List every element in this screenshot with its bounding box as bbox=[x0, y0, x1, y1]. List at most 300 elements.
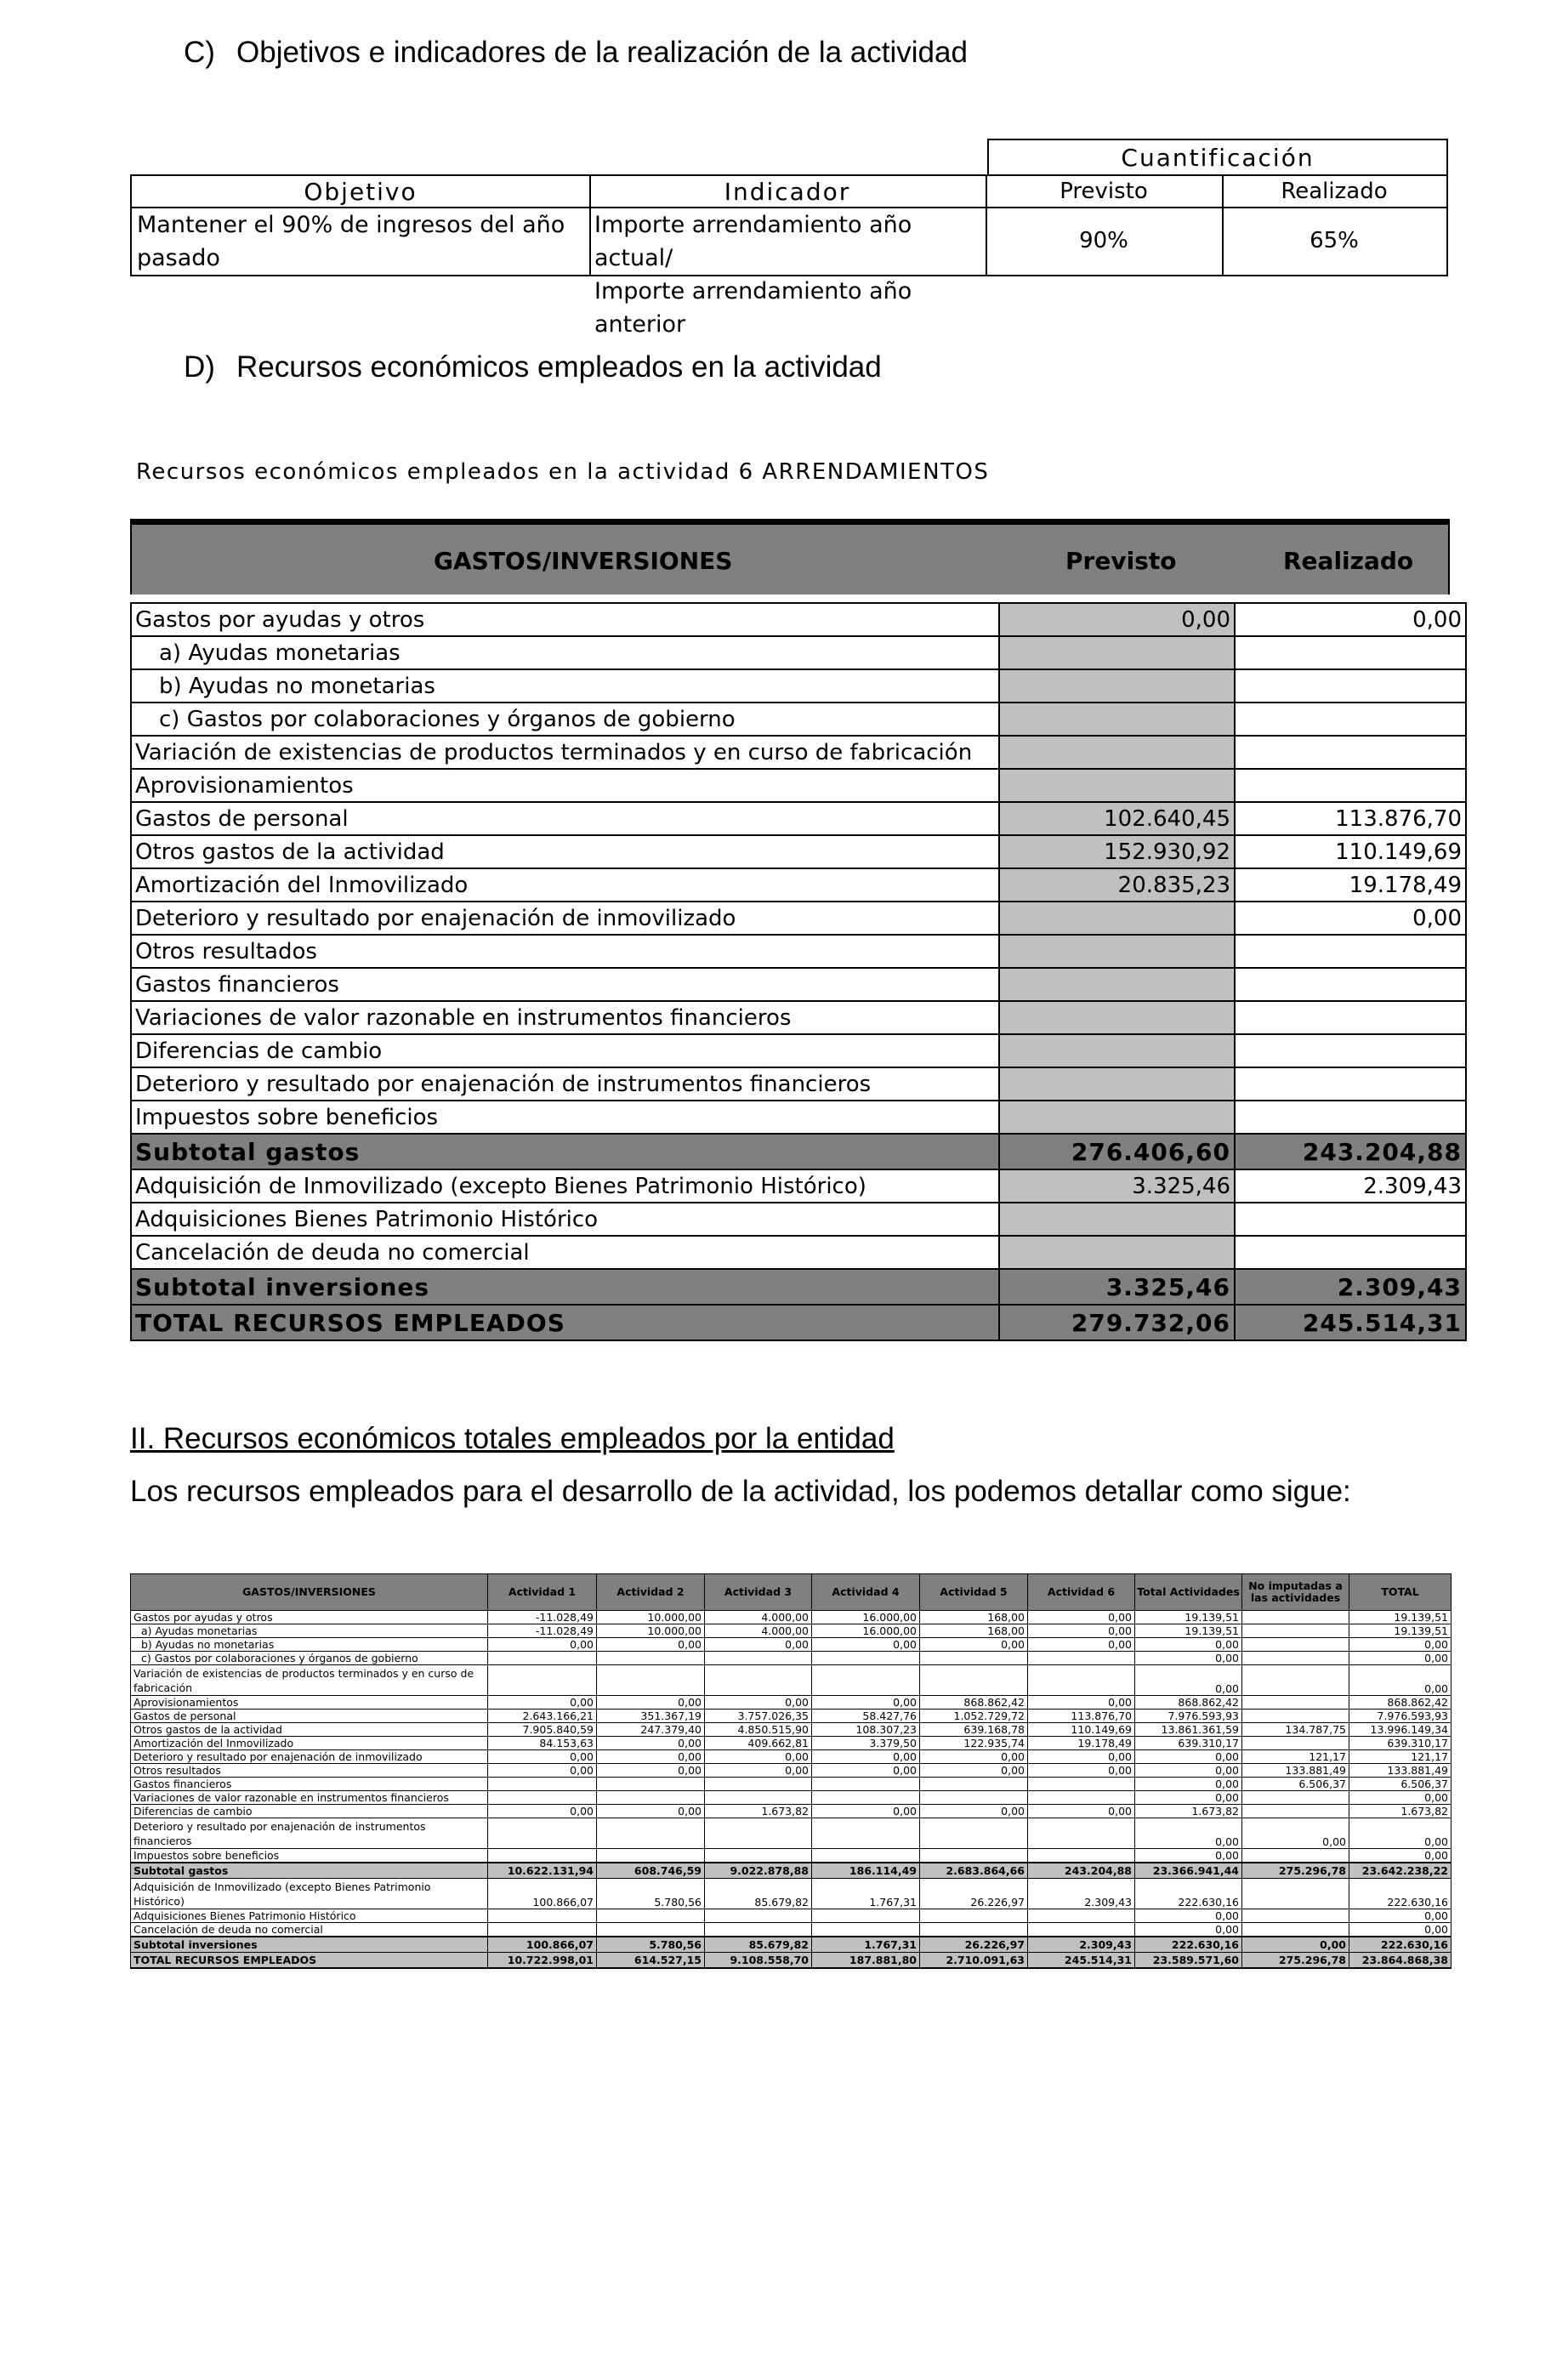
section-d-letter: D) bbox=[184, 350, 215, 384]
table-row bbox=[131, 1909, 1452, 1923]
value-cell: 351.367,19 bbox=[597, 1710, 705, 1723]
value-cell bbox=[812, 1791, 920, 1805]
value-cell bbox=[1242, 1805, 1349, 1818]
indicador-cell bbox=[589, 207, 987, 338]
row-label: Adquisiciones Bienes Patrimonio Histórico bbox=[131, 1909, 488, 1923]
value-cell: 639.168,78 bbox=[920, 1723, 1028, 1737]
value-cell: 121,17 bbox=[1349, 1750, 1452, 1764]
value-cell bbox=[812, 1849, 920, 1863]
value-cell: 0,00 bbox=[1135, 1778, 1242, 1791]
value-cell: 0,00 bbox=[597, 1805, 705, 1818]
column-header: No imputadas a las actividades bbox=[1242, 1574, 1349, 1611]
value-cell: 1.767,31 bbox=[812, 1879, 920, 1909]
indicador-line-1: Importe arrendamiento año actual/ bbox=[594, 212, 912, 271]
value-cell bbox=[705, 1923, 812, 1937]
value-cell: 0,00 bbox=[1028, 1805, 1135, 1818]
value-cell bbox=[597, 1778, 705, 1791]
section-c-letter: C) bbox=[184, 36, 215, 69]
value-cell bbox=[597, 1652, 705, 1665]
value-cell bbox=[597, 1849, 705, 1863]
value-cell bbox=[812, 1818, 920, 1849]
value-cell: 0,00 bbox=[812, 1638, 920, 1652]
value-cell: 10.622.131,94 bbox=[488, 1863, 597, 1879]
table-row bbox=[131, 1737, 1452, 1750]
value-cell bbox=[705, 1778, 812, 1791]
value-cell bbox=[1242, 1665, 1349, 1696]
value-cell: 222.630,16 bbox=[1135, 1937, 1242, 1953]
table-row bbox=[131, 1236, 1466, 1269]
value-cell: 186.114,49 bbox=[812, 1863, 920, 1879]
value-cell: 0,00 bbox=[1242, 1818, 1349, 1849]
row-label: Otros gastos de la actividad bbox=[131, 1723, 488, 1737]
value-cell: 187.881,80 bbox=[812, 1953, 920, 1969]
value-cell bbox=[488, 1818, 597, 1849]
objetivo-header: Objetivo bbox=[130, 174, 591, 208]
row-label: Otros resultados bbox=[131, 1764, 488, 1778]
value-cell: 0,00 bbox=[1028, 1638, 1135, 1652]
realizado-cell: 2.309,43 bbox=[1235, 1269, 1466, 1305]
row-label: a) Ayudas monetarias bbox=[131, 1624, 488, 1638]
realizado-cell: 113.876,70 bbox=[1235, 802, 1466, 835]
value-cell bbox=[812, 1778, 920, 1791]
value-cell: 614.527,15 bbox=[597, 1953, 705, 1969]
table-row bbox=[131, 1879, 1452, 1909]
value-cell bbox=[488, 1778, 597, 1791]
value-cell bbox=[1242, 1710, 1349, 1723]
previsto-cell bbox=[999, 1203, 1235, 1236]
objetivo-cell bbox=[130, 207, 591, 276]
table-row bbox=[131, 1818, 1452, 1849]
row-label: Aprovisionamientos bbox=[131, 769, 999, 802]
row-label: b) Ayudas no monetarias bbox=[131, 1638, 488, 1652]
value-cell bbox=[597, 1665, 705, 1696]
value-cell bbox=[1028, 1778, 1135, 1791]
value-cell: 0,00 bbox=[1028, 1696, 1135, 1710]
value-cell: 6.506,37 bbox=[1349, 1778, 1452, 1791]
table-row bbox=[131, 1067, 1466, 1101]
value-cell: 7.905.840,59 bbox=[488, 1723, 597, 1737]
column-header: GASTOS/INVERSIONES bbox=[131, 1574, 488, 1611]
value-cell: 0,00 bbox=[1028, 1764, 1135, 1778]
section-ii-intro: Los recursos empleados para el desarrollo de la actividad, los podemos detallar como sigue: bbox=[130, 1475, 1351, 1508]
value-cell: 1.673,82 bbox=[705, 1805, 812, 1818]
value-cell: 222.630,16 bbox=[1349, 1879, 1452, 1909]
value-cell: 608.746,59 bbox=[597, 1863, 705, 1879]
realizado-cell bbox=[1235, 1101, 1466, 1134]
value-cell: 2.309,43 bbox=[1028, 1879, 1135, 1909]
row-label: Impuestos sobre beneficios bbox=[131, 1849, 488, 1863]
table-row bbox=[131, 1764, 1452, 1778]
row-label: Impuestos sobre beneficios bbox=[131, 1101, 999, 1134]
row-label: Amortización del Inmovilizado bbox=[131, 868, 999, 902]
value-cell: 0,00 bbox=[812, 1696, 920, 1710]
value-cell: 0,00 bbox=[705, 1764, 812, 1778]
value-cell: 0,00 bbox=[488, 1696, 597, 1710]
value-cell: 85.679,82 bbox=[705, 1879, 812, 1909]
value-cell: 13.996.149,34 bbox=[1349, 1723, 1452, 1737]
row-label: Subtotal gastos bbox=[131, 1134, 999, 1169]
activity-resources-table bbox=[130, 519, 1462, 1341]
value-cell: -11.028,49 bbox=[488, 1624, 597, 1638]
value-cell: 1.052.729,72 bbox=[920, 1710, 1028, 1723]
value-cell bbox=[920, 1818, 1028, 1849]
value-cell: 0,00 bbox=[597, 1638, 705, 1652]
row-label: Deterioro y resultado por enajenación de inmovilizado bbox=[131, 1750, 488, 1764]
value-cell: 2.710.091,63 bbox=[920, 1953, 1028, 1969]
value-cell: 113.876,70 bbox=[1028, 1710, 1135, 1723]
value-cell: 0,00 bbox=[812, 1805, 920, 1818]
value-cell: 168,00 bbox=[920, 1624, 1028, 1638]
column-header: Actividad 3 bbox=[705, 1574, 812, 1611]
column-header: Actividad 2 bbox=[597, 1574, 705, 1611]
activity-table-body bbox=[130, 602, 1467, 1341]
table-row bbox=[131, 868, 1466, 902]
table-row bbox=[131, 1805, 1452, 1818]
value-cell: 10.000,00 bbox=[597, 1611, 705, 1624]
value-cell: 0,00 bbox=[1349, 1665, 1452, 1696]
value-cell: 0,00 bbox=[1028, 1611, 1135, 1624]
row-label: a) Ayudas monetarias bbox=[131, 636, 999, 669]
value-cell: 16.000,00 bbox=[812, 1624, 920, 1638]
value-cell: 247.379,40 bbox=[597, 1723, 705, 1737]
value-cell bbox=[597, 1818, 705, 1849]
row-label: Variaciones de valor razonable en instrumentos financieros bbox=[131, 1791, 488, 1805]
table-row bbox=[131, 1696, 1452, 1710]
value-cell: 23.366.941,44 bbox=[1135, 1863, 1242, 1879]
value-cell: 0,00 bbox=[1135, 1665, 1242, 1696]
value-cell bbox=[920, 1791, 1028, 1805]
value-cell: 0,00 bbox=[597, 1750, 705, 1764]
value-cell bbox=[488, 1923, 597, 1937]
value-cell bbox=[488, 1909, 597, 1923]
value-cell: 0,00 bbox=[1135, 1764, 1242, 1778]
value-cell: 2.683.864,66 bbox=[920, 1863, 1028, 1879]
subtotal-row bbox=[131, 1305, 1466, 1340]
entity-table-header bbox=[131, 1574, 1452, 1611]
value-cell: 7.976.593,93 bbox=[1349, 1710, 1452, 1723]
previsto-cell bbox=[999, 902, 1235, 935]
value-cell: 6.506,37 bbox=[1242, 1778, 1349, 1791]
value-cell: 0,00 bbox=[812, 1750, 920, 1764]
previsto-header: Previsto bbox=[986, 174, 1224, 208]
column-header: Actividad 4 bbox=[812, 1574, 920, 1611]
value-cell bbox=[1242, 1849, 1349, 1863]
value-cell: 168,00 bbox=[920, 1611, 1028, 1624]
value-cell: 245.514,31 bbox=[1028, 1953, 1135, 1969]
row-label: Subtotal gastos bbox=[131, 1863, 488, 1879]
previsto-cell bbox=[999, 1067, 1235, 1101]
value-cell: 868.862,42 bbox=[1135, 1696, 1242, 1710]
previsto-cell bbox=[999, 1236, 1235, 1269]
value-cell: 3.379,50 bbox=[812, 1737, 920, 1750]
value-cell: 409.662,81 bbox=[705, 1737, 812, 1750]
row-label: Cancelación de deuda no comercial bbox=[131, 1236, 999, 1269]
table-row bbox=[131, 636, 1466, 669]
row-label: Deterioro y resultado por enajenación de instrumentos financieros bbox=[131, 1067, 999, 1101]
cuantificacion-header: Cuantificación bbox=[987, 139, 1448, 174]
value-cell bbox=[1242, 1611, 1349, 1624]
value-cell: 0,00 bbox=[812, 1764, 920, 1778]
previsto-cell bbox=[999, 1101, 1235, 1134]
value-cell bbox=[1028, 1818, 1135, 1849]
value-cell: 0,00 bbox=[597, 1696, 705, 1710]
realizado-cell bbox=[1235, 736, 1466, 769]
value-cell: 133.881,49 bbox=[1349, 1764, 1452, 1778]
value-cell bbox=[920, 1909, 1028, 1923]
activity-table-header bbox=[130, 519, 1450, 595]
value-cell: 0,00 bbox=[1349, 1849, 1452, 1863]
value-cell: 0,00 bbox=[597, 1764, 705, 1778]
table-row bbox=[131, 1849, 1452, 1863]
value-cell bbox=[920, 1665, 1028, 1696]
value-cell: 122.935,74 bbox=[920, 1737, 1028, 1750]
realizado-cell bbox=[1235, 1236, 1466, 1269]
value-cell: 639.310,17 bbox=[1135, 1737, 1242, 1750]
value-cell: 10.722.998,01 bbox=[488, 1953, 597, 1969]
row-label: Amortización del Inmovilizado bbox=[131, 1737, 488, 1750]
row-label: Gastos por ayudas y otros bbox=[131, 1611, 488, 1624]
value-cell bbox=[1242, 1696, 1349, 1710]
row-label: Diferencias de cambio bbox=[131, 1034, 999, 1067]
value-cell: 9.108.558,70 bbox=[705, 1953, 812, 1969]
previsto-cell bbox=[999, 935, 1235, 968]
section-c-title: Objetivos e indicadores de la realización de la actividad bbox=[236, 36, 968, 69]
section-d-subtitle: Recursos económicos empleados en la actividad 6 ARRENDAMIENTOS bbox=[136, 459, 990, 485]
value-cell bbox=[812, 1665, 920, 1696]
previsto-cell: 102.640,45 bbox=[999, 802, 1235, 835]
previsto-cell: 0,00 bbox=[999, 603, 1235, 636]
indicador-header: Indicador bbox=[589, 174, 987, 208]
indicador-line-2: Importe arrendamiento año anterior bbox=[594, 278, 912, 338]
value-cell: 275.296,78 bbox=[1242, 1953, 1349, 1969]
row-label: Adquisiciones Bienes Patrimonio Histórico bbox=[131, 1203, 999, 1236]
value-cell: 0,00 bbox=[1349, 1923, 1452, 1937]
realizado-cell: 245.514,31 bbox=[1235, 1305, 1466, 1340]
value-cell: 1.767,31 bbox=[812, 1937, 920, 1953]
value-cell: 0,00 bbox=[488, 1805, 597, 1818]
realizado-cell: 19.178,49 bbox=[1235, 868, 1466, 902]
previsto-cell: 152.930,92 bbox=[999, 835, 1235, 868]
value-cell bbox=[597, 1791, 705, 1805]
realizado-cell bbox=[1235, 1203, 1466, 1236]
gastos-inversiones-header: GASTOS/INVERSIONES bbox=[434, 547, 733, 575]
value-cell: 0,00 bbox=[920, 1764, 1028, 1778]
previsto-cell: 3.325,46 bbox=[999, 1269, 1235, 1305]
row-label: Gastos de personal bbox=[131, 802, 999, 835]
value-cell bbox=[1242, 1638, 1349, 1652]
value-cell: 0,00 bbox=[1242, 1937, 1349, 1953]
value-cell bbox=[1242, 1909, 1349, 1923]
objetivo-line-2: pasado bbox=[137, 245, 220, 271]
table-row bbox=[131, 1034, 1466, 1067]
realizado-cell bbox=[1235, 1001, 1466, 1034]
value-cell: 275.296,78 bbox=[1242, 1863, 1349, 1879]
realizado-cell: 110.149,69 bbox=[1235, 835, 1466, 868]
value-cell: 0,00 bbox=[488, 1638, 597, 1652]
table-row bbox=[131, 802, 1466, 835]
value-cell: -11.028,49 bbox=[488, 1611, 597, 1624]
value-cell: 23.864.868,38 bbox=[1349, 1953, 1452, 1969]
row-label: Deterioro y resultado por enajenación de inmovilizado bbox=[131, 902, 999, 935]
value-cell: 0,00 bbox=[705, 1638, 812, 1652]
table-row bbox=[131, 1652, 1452, 1665]
value-cell: 0,00 bbox=[1135, 1923, 1242, 1937]
table-row bbox=[131, 603, 1466, 636]
value-cell bbox=[488, 1849, 597, 1863]
value-cell bbox=[812, 1652, 920, 1665]
table-row bbox=[131, 1001, 1466, 1034]
table-row bbox=[131, 1101, 1466, 1134]
row-label: c) Gastos por colaboraciones y órganos de gobierno bbox=[131, 1652, 488, 1665]
value-cell bbox=[705, 1818, 812, 1849]
value-cell: 23.589.571,60 bbox=[1135, 1953, 1242, 1969]
value-cell: 4.000,00 bbox=[705, 1611, 812, 1624]
value-cell: 0,00 bbox=[920, 1638, 1028, 1652]
column-header: Actividad 5 bbox=[920, 1574, 1028, 1611]
row-label: c) Gastos por colaboraciones y órganos de gobierno bbox=[131, 703, 999, 736]
realizado-cell bbox=[1235, 769, 1466, 802]
value-cell: 26.226,97 bbox=[920, 1879, 1028, 1909]
value-cell: 1.673,82 bbox=[1349, 1805, 1452, 1818]
table-row bbox=[131, 1723, 1452, 1737]
table-row bbox=[131, 736, 1466, 769]
value-cell: 133.881,49 bbox=[1242, 1764, 1349, 1778]
value-cell bbox=[1242, 1923, 1349, 1937]
value-cell: 100.866,07 bbox=[488, 1937, 597, 1953]
table-row bbox=[131, 1791, 1452, 1805]
value-cell bbox=[920, 1652, 1028, 1665]
previsto-cell: 276.406,60 bbox=[999, 1134, 1235, 1169]
table-row bbox=[131, 835, 1466, 868]
value-cell: 0,00 bbox=[488, 1764, 597, 1778]
value-cell: 85.679,82 bbox=[705, 1937, 812, 1953]
value-cell bbox=[705, 1791, 812, 1805]
value-cell: 222.630,16 bbox=[1135, 1879, 1242, 1909]
value-cell: 243.204,88 bbox=[1028, 1863, 1135, 1879]
value-cell: 0,00 bbox=[920, 1750, 1028, 1764]
row-label: b) Ayudas no monetarias bbox=[131, 669, 999, 703]
value-cell: 3.757.026,35 bbox=[705, 1710, 812, 1723]
value-cell bbox=[1028, 1923, 1135, 1937]
value-cell: 868.862,42 bbox=[1349, 1696, 1452, 1710]
row-label: Diferencias de cambio bbox=[131, 1805, 488, 1818]
value-cell: 23.642.238,22 bbox=[1349, 1863, 1452, 1879]
value-cell bbox=[1028, 1849, 1135, 1863]
table-row bbox=[131, 769, 1466, 802]
value-cell: 2.309,43 bbox=[1028, 1937, 1135, 1953]
value-cell: 19.178,49 bbox=[1028, 1737, 1135, 1750]
previsto-cell bbox=[999, 769, 1235, 802]
realizado-cell: 0,00 bbox=[1235, 902, 1466, 935]
table-row bbox=[131, 1710, 1452, 1723]
value-cell: 4.000,00 bbox=[705, 1624, 812, 1638]
value-cell: 19.139,51 bbox=[1135, 1624, 1242, 1638]
value-cell: 0,00 bbox=[1349, 1791, 1452, 1805]
value-cell bbox=[812, 1909, 920, 1923]
value-cell: 639.310,17 bbox=[1349, 1737, 1452, 1750]
value-cell bbox=[1028, 1791, 1135, 1805]
table-row bbox=[131, 669, 1466, 703]
table-row bbox=[131, 1203, 1466, 1236]
row-label: Variaciones de valor razonable en instrumentos financieros bbox=[131, 1001, 999, 1034]
row-label: TOTAL RECURSOS EMPLEADOS bbox=[131, 1953, 488, 1969]
row-label: Gastos de personal bbox=[131, 1710, 488, 1723]
row-label: Adquisición de Inmovilizado (excepto Bienes Patrimonio Histórico) bbox=[131, 1879, 488, 1909]
previsto-cell bbox=[999, 968, 1235, 1001]
value-cell: 110.149,69 bbox=[1028, 1723, 1135, 1737]
value-cell: 0,00 bbox=[1028, 1750, 1135, 1764]
value-cell: 0,00 bbox=[1349, 1638, 1452, 1652]
realizado-cell bbox=[1235, 703, 1466, 736]
value-cell: 0,00 bbox=[488, 1750, 597, 1764]
total-row bbox=[131, 1953, 1452, 1969]
row-label: Adquisición de Inmovilizado (excepto Bienes Patrimonio Histórico) bbox=[131, 1169, 999, 1203]
value-cell bbox=[1242, 1879, 1349, 1909]
value-cell bbox=[597, 1909, 705, 1923]
value-cell bbox=[1028, 1909, 1135, 1923]
row-label: Gastos financieros bbox=[131, 968, 999, 1001]
realizado-cell bbox=[1235, 935, 1466, 968]
value-cell bbox=[488, 1665, 597, 1696]
realizado-header: Realizado bbox=[1283, 547, 1414, 575]
subtotal-row bbox=[131, 1269, 1466, 1305]
value-cell: 4.850.515,90 bbox=[705, 1723, 812, 1737]
row-label: Aprovisionamientos bbox=[131, 1696, 488, 1710]
previsto-cell bbox=[999, 1034, 1235, 1067]
value-cell: 10.000,00 bbox=[597, 1624, 705, 1638]
previsto-value: 90% bbox=[986, 207, 1224, 276]
realizado-cell bbox=[1235, 1034, 1466, 1067]
table-row bbox=[131, 1638, 1452, 1652]
value-cell: 13.861.361,59 bbox=[1135, 1723, 1242, 1737]
value-cell bbox=[705, 1652, 812, 1665]
value-cell bbox=[812, 1923, 920, 1937]
realizado-cell bbox=[1235, 669, 1466, 703]
section-d-heading bbox=[184, 350, 882, 384]
table-row bbox=[131, 935, 1466, 968]
realizado-header: Realizado bbox=[1222, 174, 1448, 208]
value-cell: 58.427,76 bbox=[812, 1710, 920, 1723]
value-cell: 0,00 bbox=[597, 1737, 705, 1750]
column-header: TOTAL bbox=[1349, 1574, 1452, 1611]
row-label: Otros resultados bbox=[131, 935, 999, 968]
table-row bbox=[131, 1750, 1452, 1764]
value-cell: 0,00 bbox=[705, 1696, 812, 1710]
table-row bbox=[131, 1778, 1452, 1791]
value-cell: 100.866,07 bbox=[488, 1879, 597, 1909]
column-header: Actividad 1 bbox=[488, 1574, 597, 1611]
value-cell bbox=[920, 1849, 1028, 1863]
value-cell: 0,00 bbox=[1135, 1849, 1242, 1863]
value-cell: 121,17 bbox=[1242, 1750, 1349, 1764]
previsto-cell bbox=[999, 703, 1235, 736]
value-cell: 0,00 bbox=[705, 1750, 812, 1764]
value-cell: 16.000,00 bbox=[812, 1611, 920, 1624]
table-row bbox=[131, 1611, 1452, 1624]
value-cell: 222.630,16 bbox=[1349, 1937, 1452, 1953]
table-row bbox=[131, 703, 1466, 736]
section-c-heading bbox=[184, 36, 968, 70]
value-cell: 2.643.166,21 bbox=[488, 1710, 597, 1723]
realizado-value: 65% bbox=[1222, 207, 1448, 276]
previsto-cell: 3.325,46 bbox=[999, 1169, 1235, 1203]
value-cell bbox=[488, 1652, 597, 1665]
row-label: Variación de existencias de productos terminados y en curso de fabricación bbox=[131, 736, 999, 769]
previsto-cell bbox=[999, 669, 1235, 703]
row-label: Gastos por ayudas y otros bbox=[131, 603, 999, 636]
row-label: TOTAL RECURSOS EMPLEADOS bbox=[131, 1305, 999, 1340]
column-header: Total Actividades bbox=[1135, 1574, 1242, 1611]
